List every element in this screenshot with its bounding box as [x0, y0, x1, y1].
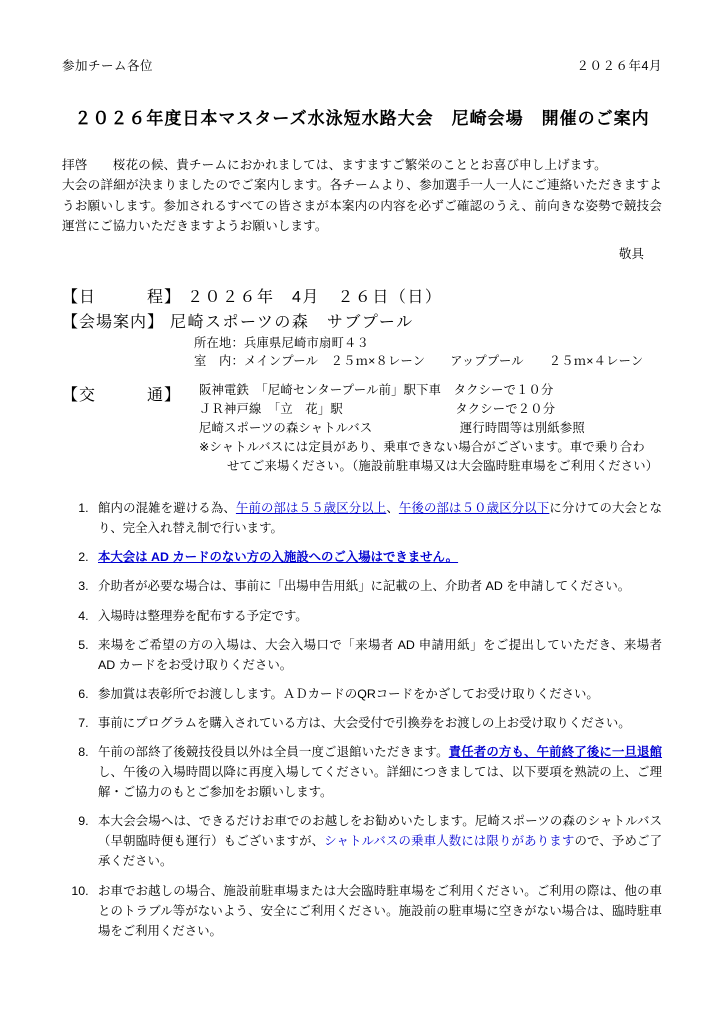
notes-list	[62, 498, 662, 941]
note-text: に分けての大会となり、完全入れ替え制で行います。	[98, 501, 663, 536]
note-item	[92, 498, 662, 538]
note-item	[92, 713, 662, 733]
greeting-line-2: 大会の詳細が決まりましたのでご案内します。各チームより、参加選手一人一人にご連絡いただきますようお願いします。参加されるすべての皆さまが本案内の内容を必ずご確認のうえ、前向きな姿勢で競技会運営にご協力いただきますようお願いします。	[62, 178, 662, 234]
greeting-line-1: 拝啓 桜花の候、貴チームにおかれましては、ますますご繁栄のこととお喜び申し上げます。	[62, 158, 607, 172]
note-text: 事前にプログラムを購入されている方は、大会受付で引換券をお渡しの上お受け取りください。	[98, 715, 631, 730]
note-item	[92, 547, 662, 567]
note-text: ので、予めご了承ください。	[98, 834, 662, 869]
note-item	[92, 576, 662, 596]
greeting-closing: 敬具	[618, 246, 644, 261]
note-text: 、	[386, 501, 399, 516]
note-highlight-text[interactable]: 午前の部は５５歳区分以上	[235, 501, 387, 516]
note-highlight-text[interactable]: 午後の部は５０歳区分以下	[398, 501, 550, 516]
note-text: 本大会会場へは、できるだけお車でのお越しをお勧めいたします。尼崎スポーツの森のシャトルバス（早朝臨時便も運行）もございますが、	[98, 814, 662, 849]
schedule-value: ２０２６年 4月 ２６日（日）	[187, 288, 443, 306]
access-note-line-1: ※シャトルバスには定員があり、乗車できない場合がございます。車で乗り合わ	[199, 440, 645, 455]
note-text: 介助者が必要な場合は、事前に「出場申告用紙」に記載の上、介助者 AD を申請してください。	[98, 579, 631, 594]
access-note-line-2: せてご来場ください。（施設前駐車場又は大会臨時駐車場をご利用ください）	[227, 459, 659, 474]
note-highlight-text[interactable]: シャトルバスの乗車人数には限りがあります	[324, 834, 575, 849]
note-text: 午前の部終了後競技役員以外は全員一度ご退館いただきます。	[98, 745, 449, 760]
note-highlight-text[interactable]: 本大会は AD カードのない方の入施設へのご入場はできません。	[98, 550, 459, 565]
venue-value: 尼崎スポーツの森 サブプール	[170, 313, 414, 331]
venue-row	[62, 309, 662, 332]
venue-rooms: 室 内：メインプール ２５ｍ×８レーン アッププール ２５ｍ×４レーン	[194, 354, 644, 369]
access-line-2: ＪＲ神戸線 「立 花」駅 タクシーで２０分	[199, 401, 556, 416]
document-date: ２０２６年4月	[576, 59, 662, 73]
schedule-label: 【日 程】	[62, 288, 182, 306]
access-line-3: 尼崎スポーツの森シャトルバス 運行時間等は別紙参照	[199, 421, 585, 436]
access-lines	[199, 381, 662, 476]
note-highlight-text[interactable]: 責任者の方も、午前終了後に一旦退館	[448, 745, 663, 760]
note-text: 来場をご希望の方の入場は、大会入場口で「来場者 AD 申請用紙」をご提出していただき、来場者 AD カードをお受け取りください。	[98, 637, 662, 672]
note-item	[92, 635, 662, 675]
access-line-1: 阪神電鉄 「尼崎センタープール前」駅下車 タクシーで１０分	[199, 382, 554, 397]
note-text: し、午後の入場時間以降に再度入場してください。詳細につきましては、以下要項を熟読の上、ご理解・ご協力のもとご参加をお願いします。	[98, 765, 662, 800]
note-text: 参加賞は表彰所でお渡しします。ＡＤカードのQRコードをかざしてお受け取りください。	[98, 686, 599, 701]
venue-details	[194, 334, 662, 371]
note-item	[92, 606, 662, 626]
note-item	[92, 742, 662, 802]
addressee-text: 参加チーム各位	[62, 59, 154, 73]
access-label: 【交 通】	[62, 386, 182, 404]
page-title: ２０２６年度日本マスターズ水泳短水路大会 尼崎会場 開催のご案内	[74, 109, 650, 128]
access-block	[62, 381, 662, 476]
note-item	[92, 811, 662, 871]
document-header	[62, 56, 662, 74]
note-item	[92, 684, 662, 704]
note-text: 入場時は整理券を配布する予定です。	[98, 608, 308, 623]
note-text: 館内の混雑を避ける為、	[98, 501, 236, 516]
note-item	[92, 881, 662, 941]
venue-address: 所在地：兵庫県尼崎市扇町４３	[194, 335, 369, 350]
note-text: お車でお越しの場合、施設前駐車場または大会臨時駐車場をご利用ください。ご利用の際は、他の車とのトラブル等がないよう、安全にご利用ください。施設前の駐車場に空きがない場合は、臨時駐車場をご利用ください。	[98, 883, 662, 938]
greeting-block	[62, 155, 662, 237]
schedule-row	[62, 284, 662, 307]
event-info-block	[62, 284, 662, 371]
venue-label: 【会場案内】	[62, 313, 165, 331]
